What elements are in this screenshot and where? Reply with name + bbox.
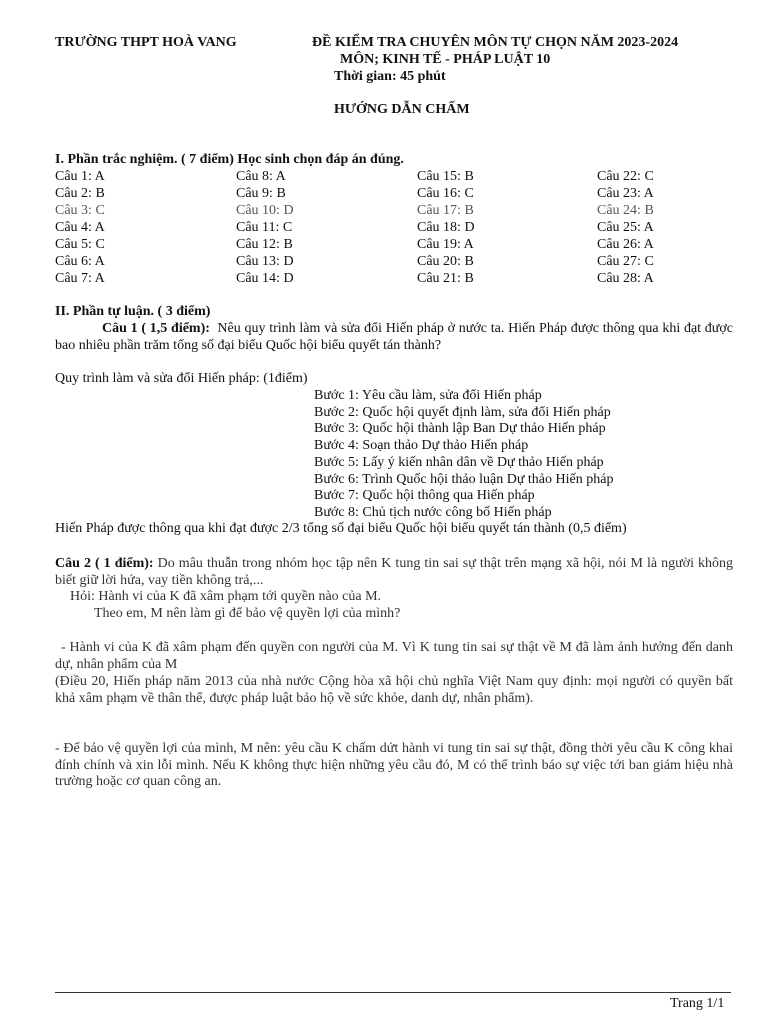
answer-cell: Câu 26: A: [597, 237, 654, 252]
answer-cell: Câu 12: B: [236, 237, 293, 252]
answer-cell: Câu 17: B: [417, 203, 474, 218]
process-intro: Quy trình làm và sửa đổi Hiến pháp: (1điểm): [55, 371, 308, 386]
answer-cell: Câu 18: D: [417, 220, 475, 235]
question-2-label: Câu 2 ( 1 điểm):: [55, 556, 154, 571]
answer-cell: Câu 19: A: [417, 237, 474, 252]
answer-cell: Câu 25: A: [597, 220, 654, 235]
process-step: Bước 1: Yêu cầu làm, sửa đổi Hiến pháp: [314, 388, 542, 403]
part1-heading: I. Phần trắc nghiệm. ( 7 điểm) Học sinh chọn đáp án đúng.: [55, 152, 404, 167]
answer-cell: Câu 13: D: [236, 254, 294, 269]
answer-cell: Câu 20: B: [417, 254, 474, 269]
question-1-label: Câu 1 ( 1,5 điểm):: [102, 321, 210, 336]
part2-heading: II. Phần tự luận. ( 3 điểm): [55, 304, 211, 319]
process-step: Bước 3: Quốc hội thành lập Ban Dự thảo Hiến pháp: [314, 421, 606, 437]
process-steps: [314, 388, 613, 522]
question-2-answer-1: - Hành vi của K đã xâm phạm đến quyền con người của M. Vì K tung tin sai sự thật về M đã làm ảnh hưởng đến danh dự, nhân phẩm của M: [55, 640, 733, 672]
question-2-answer-2: - Để bảo vệ quyền lợi của mình, M nên: yêu cầu K chấm dứt hành vi tung tin sai sự thật, đồng thời yêu cầu K công khai đính chính và xin lỗi mình. Nếu K không thực hiện những yêu cầu đó, M có thể trình báo sự việc tới ban giám hiệu nhà trường hoặc cơ quan công an.: [55, 741, 733, 790]
answer-row: [55, 237, 735, 254]
process-step: Bước 4: Soạn thảo Dự thảo Hiến pháp: [314, 438, 529, 454]
answer-cell: Câu 16: C: [417, 186, 474, 201]
answer-cell: Câu 15: B: [417, 169, 474, 184]
answer-cell: Câu 2: B: [55, 186, 105, 201]
question-1: [55, 321, 733, 354]
question-2-answer-1-note: (Điều 20, Hiến pháp năm 2013 của nhà nước Cộng hòa xã hội chủ nghĩa Việt Nam quy định: mọi người có quyền bất khả xâm phạm về thân thể, được pháp luật bảo hộ về sức khỏe, danh dự, nhân phẩm).: [55, 674, 733, 706]
question-2-ask-2: Theo em, M nên làm gì để bảo vệ quyền lợi của mình?: [94, 606, 401, 621]
answer-cell: Câu 9: B: [236, 186, 286, 201]
page-number: Trang 1/1: [670, 996, 725, 1011]
answer-cell: Câu 27: C: [597, 254, 654, 269]
exam-title: ĐỀ KIỂM TRA CHUYÊN MÔN TỰ CHỌN NĂM 2023-2024: [312, 35, 679, 50]
answer-cell: Câu 8: A: [236, 169, 286, 184]
answer-cell: Câu 22: C: [597, 169, 654, 184]
answer-cell: Câu 23: A: [597, 186, 654, 201]
answer-row: [55, 254, 735, 271]
answer-row: [55, 271, 735, 288]
time-line: Thời gian: 45 phút: [334, 69, 446, 84]
answer-cell: Câu 21: B: [417, 271, 474, 286]
answer-cell: Câu 14: D: [236, 271, 294, 286]
process-step: Bước 7: Quốc hội thông qua Hiến pháp: [314, 488, 535, 504]
process-step: Bước 2: Quốc hội quyết định làm, sửa đổi Hiến pháp: [314, 404, 611, 420]
answer-cell: Câu 10: D: [236, 203, 294, 218]
question-2: [55, 556, 733, 589]
answer-cell: Câu 3: C: [55, 203, 105, 218]
school-name: TRƯỜNG THPT HOÀ VANG: [55, 35, 237, 50]
subject-line: MÔN; KINH TẾ - PHÁP LUẬT 10: [340, 52, 551, 67]
answer-cell: Câu 6: A: [55, 254, 105, 269]
answer-cell: Câu 4: A: [55, 220, 105, 235]
process-step: Bước 5: Lấy ý kiến nhân dân về Dự thảo Hiến pháp: [314, 454, 604, 470]
answer-row: [55, 203, 735, 220]
answer-row: [55, 220, 735, 237]
footer-divider: [55, 992, 731, 993]
process-step: Bước 8: Chủ tịch nước công bố Hiến pháp: [314, 504, 552, 520]
answer-row: [55, 169, 735, 186]
doc-title: HƯỚNG DẪN CHẤM: [334, 102, 470, 117]
answer-row: [55, 186, 735, 203]
answer-cell: Câu 7: A: [55, 271, 105, 286]
answer-cell: Câu 11: C: [236, 220, 293, 235]
question-1-answer: Hiến Pháp được thông qua khi đạt được 2/3 tổng số đại biểu Quốc hội biểu quyết tán thành (0,5 điểm): [55, 521, 627, 536]
question-1-text: Nêu quy trình làm và sửa đổi Hiến pháp ở nước ta. Hiến Pháp được thông qua khi đạt được bao nhiêu phần trăm tổng số đại biểu Quốc hội biểu quyết tán thành?: [55, 321, 734, 353]
answer-cell: Câu 5: C: [55, 237, 105, 252]
answer-cell: Câu 1: A: [55, 169, 105, 184]
answer-cell: Câu 24: B: [597, 203, 654, 218]
answer-cell: Câu 28: A: [597, 271, 654, 286]
question-2-ask-1: Hỏi: Hành vi của K đã xâm phạm tới quyền nào của M.: [70, 589, 382, 604]
process-step: Bước 6: Trình Quốc hội thảo luận Dự thảo Hiến pháp: [314, 471, 614, 487]
question-2-text: Do mâu thuẫn trong nhóm học tập nên K tung tin sai sự thật trên mạng xã hội, nói M là người không biết giữ lời hứa, vay tiền không trả,...: [55, 556, 734, 588]
